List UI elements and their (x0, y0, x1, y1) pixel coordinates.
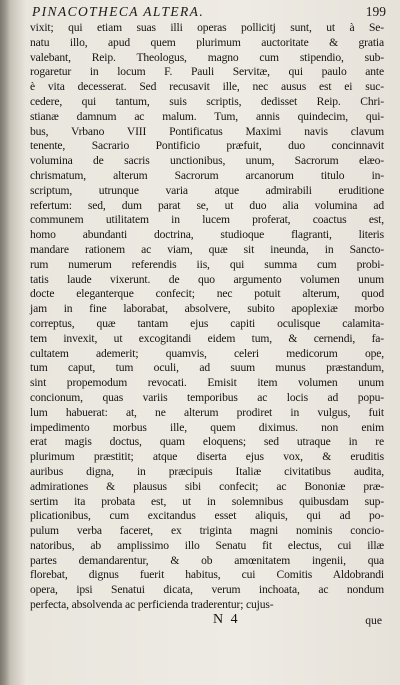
text-line: rogaretur in locum F. Pauli Servitæ, qui paulo ante (30, 65, 384, 79)
text-line: refertum: sed, dum parat se, ut duo alia volumina ad (30, 198, 384, 212)
running-head: PINACOTHECA ALTERA. (32, 4, 205, 19)
page-footer (30, 612, 384, 630)
text-line: docte eleganterque confecit; nec potuit alterum, quod (30, 287, 384, 301)
text-line: lum habuerat: at, ne alterum prodiret in vulgus, fuit (30, 405, 384, 419)
text-line: jam in fine laborabat, absolvere, subito apoplexiæ morbo (30, 302, 384, 316)
text-line: communem utilitatem in lucem proferat, coactus est, (30, 213, 384, 227)
text-line: cedere, qui tantum, suis scriptis, dedisset Reip. Chri- (30, 94, 384, 108)
text-line: volumina de sacris unctionibus, unum, Sacrorum elæo- (30, 154, 384, 168)
text-line: homo abundanti doctrina, studioque flagranti, literis (30, 228, 384, 242)
text-line: tum caput, tum oculi, ad suum munus præstandum, (30, 361, 384, 375)
text-line: bus, Vrbano VIII Pontificatus Maximi navis clavum (30, 124, 384, 138)
text-line: scriptum, utrunque varia atque admirabili eruditione (30, 183, 384, 197)
gutter-shadow (0, 0, 10, 685)
text-line: vixit; qui etiam suas illi operas pollicitj sunt, ut à Se- (30, 21, 384, 34)
text-line: cultatem ademerit; quamvis, celeri medicorum ope, (30, 346, 384, 360)
text-line: plicationibus, cum excitandus esset aliquis, qui ad po- (30, 509, 384, 523)
text-line: perfecta, absolvenda ac perficienda traderentur; cujus- (30, 598, 274, 612)
text-line: stianæ damnum ac malum. Tum, annis quindecim, qui- (30, 109, 384, 123)
text-line: admirationes & plausus sibi confecit; ac Bononiæ præ- (30, 479, 384, 493)
signature-mark: N 4 (213, 612, 240, 627)
text-line: sertim ita probata est, ut in solemnibus quibusdam sup- (30, 494, 384, 508)
catchword: que (365, 614, 382, 627)
text-line: correptus, quæ tantam ejus capiti oculisque calamita- (30, 316, 384, 330)
text-line: tem invexit, ut excogitandi eidem tum, & cernendi, fa- (30, 331, 384, 345)
text-line: concionum, quas variis temporibus ac locis ad popu- (30, 390, 384, 404)
body-text (30, 21, 384, 613)
text-line: rum numerum referendis iis, qui summa cum probi- (30, 257, 384, 271)
text-line: tenente, Sacrario Pontificio præfuit, duo concinnavit (30, 139, 384, 153)
page-header (30, 4, 386, 22)
text-line: natu illo, apud quem plurimum auctoritate & gratia (30, 35, 384, 49)
text-line: impedimento morbus ille, quem diximus. non enim (30, 420, 384, 434)
text-line: auribus digna, in præcipuis Italiæ civitatibus audita, (30, 464, 384, 478)
text-line: florebat, dignus fuerit habitus, cui Comitis Aldobrandi (30, 568, 384, 582)
text-line: chrismatum, alterum Sacrorum arcanorum titulo in- (30, 168, 384, 182)
text-line: tatis laude vixerunt. de quo argumento volumen unum (30, 272, 384, 286)
page-number: 199 (365, 4, 386, 19)
text-line: erat magis doctus, quam eloquens; sed utraque in re (30, 435, 384, 449)
text-line: sint propemodum revocati. Emisit item volumen unum (30, 376, 384, 390)
text-line: natoribus, ab amplissimo illo Senatu fit electus, cui illæ (30, 538, 384, 552)
text-line: opera, ipsi Senatui dicata, verum inchoata, ac nondum (30, 583, 384, 597)
text-line: partes demandarentur, & ob amœnitatem ingenii, qua (30, 553, 384, 567)
text-line: plurimum præstitit; atque diserta ejus vox, & eruditis (30, 450, 384, 464)
text-line: è vita decesserat. Sed recusavit ille, nec ausus est ei suc- (30, 80, 384, 94)
text-line: valebant, Reip. Theologus, magno cum stipendio, sub- (30, 50, 384, 64)
text-line: mandare rationem ac viam, quæ sit ineunda, in Sancto- (30, 242, 384, 256)
text-line: pulum verba faceret, ex triginta magni nominis concio- (30, 524, 384, 538)
